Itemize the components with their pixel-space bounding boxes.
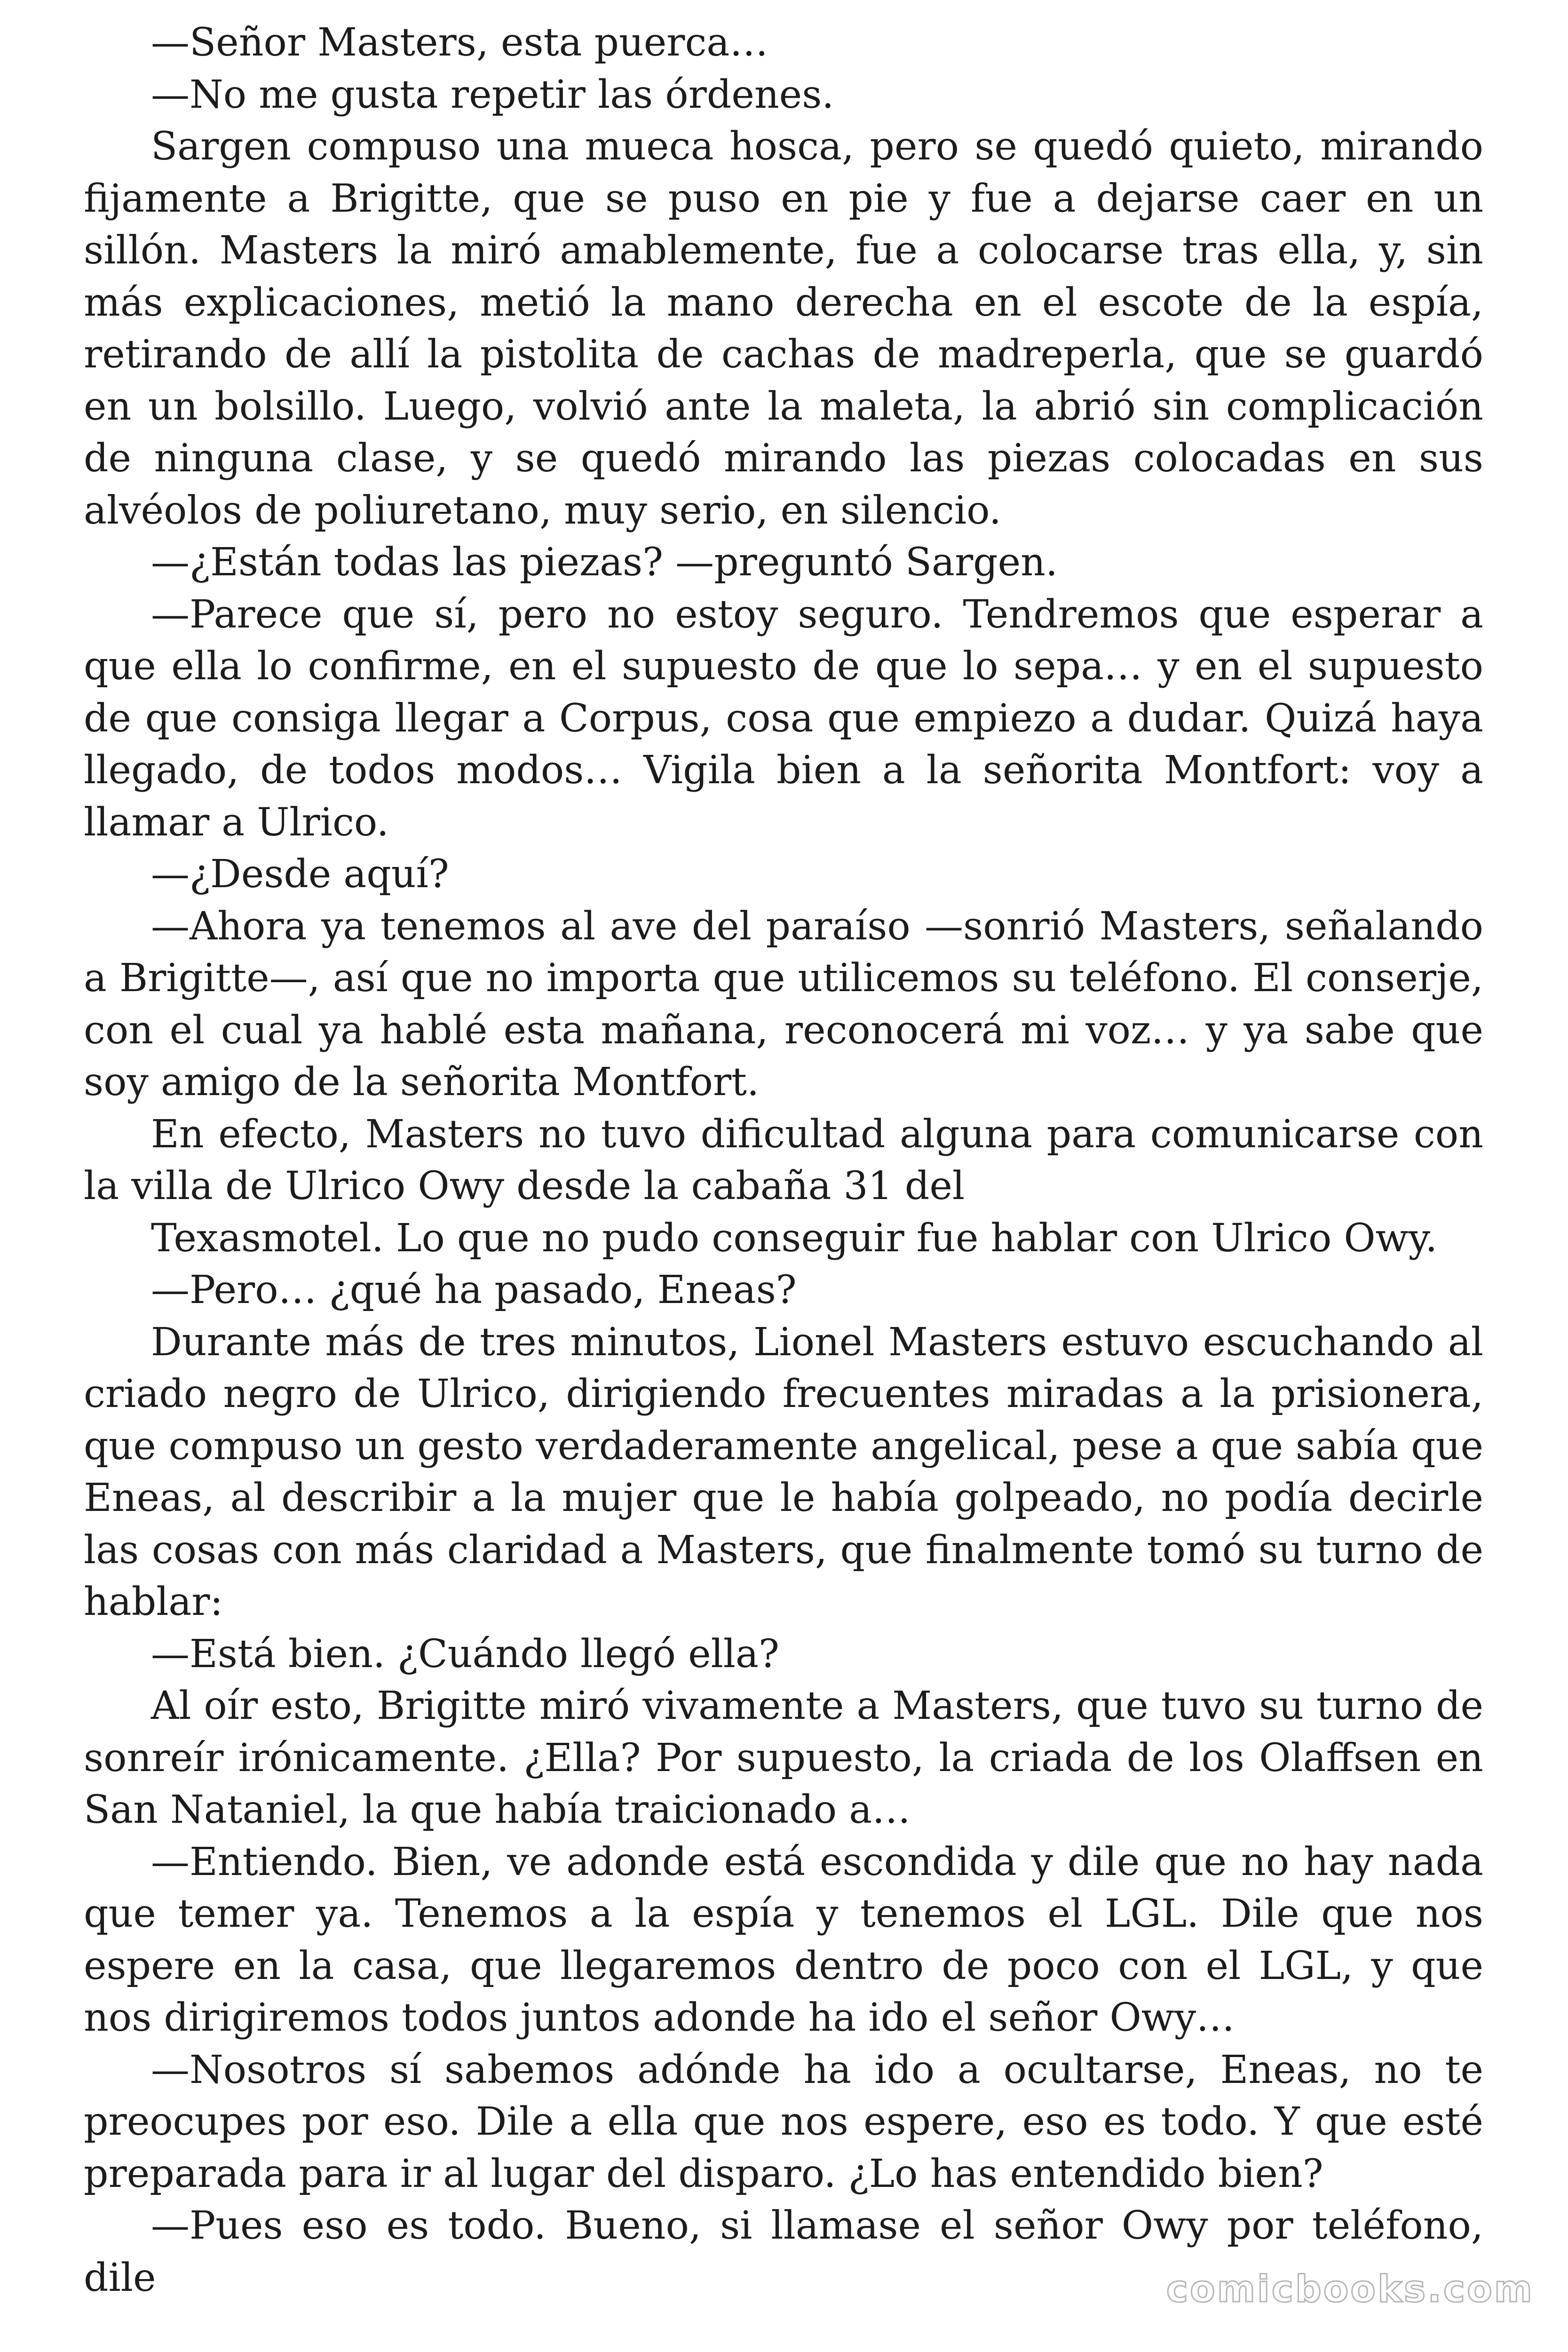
book-page-text <box>84 17 1483 2304</box>
paragraph: En efecto, Masters no tuvo dificultad alguna para comunicarse con la villa de Ulrico Owy desde la cabaña 31 del <box>84 1112 1483 1208</box>
paragraph: —¿Desde aquí? <box>151 852 449 897</box>
paragraph: —Nosotros sí sabemos adónde ha ido a ocultarse, Eneas, no te preocupes por eso. Dile a ella que nos espere, eso es todo. Y que esté preparada para ir al lugar del disparo. ¿Lo has entendido bien? <box>84 2047 1483 2196</box>
paragraph: Durante más de tres minutos, Lionel Masters estuvo escuchando al criado negro de Ulrico, dirigiendo frecuentes miradas a la prisionera, que compuso un gesto verdaderamente angelical, pese a que sabía que Eneas, al describir a la mujer que le había golpeado, no podía decirle las cosas con más claridad a Masters, que finalmente tomó su turno de hablar: <box>84 1319 1483 1624</box>
paragraph: —Pero… ¿qué ha pasado, Eneas? <box>151 1268 797 1312</box>
paragraph: Texasmotel. Lo que no pudo conseguir fue hablar con Ulrico Owy. <box>151 1216 1438 1261</box>
paragraph: —Entiendo. Bien, ve adonde está escondida y dile que no hay nada que temer ya. Tenemos a la espía y tenemos el LGL. Dile que nos espere en la casa, que llegaremos dentro de poco con el LGL, y que nos dirigiremos todos juntos adonde ha ido el señor Owy… <box>84 1839 1483 2040</box>
watermark-logo: comicbooks.com <box>1166 2268 1534 2311</box>
paragraph: —¿Están todas las piezas? —preguntó Sargen. <box>151 540 1058 585</box>
paragraph: Sargen compuso una mueca hosca, pero se quedó quieto, mirando fijamente a Brigitte, que se puso en pie y fue a dejarse caer en un sillón. Masters la miró amablemente, fue a colocarse tras ella, y, sin más explicaciones, metió la mano derecha en el escote de la espía, retirando de allí la pistolita de cachas de madreperla, que se guardó en un bolsillo. Luego, volvió ante la maleta, la abrió sin complicación de ninguna clase, y se quedó mirando las piezas colocadas en sus alvéolos de poliuretano, muy serio, en silencio. <box>84 124 1483 533</box>
paragraph: —No me gusta repetir las órdenes. <box>151 72 834 117</box>
paragraph: —Pues eso es todo. Bueno, si llamase el señor Owy por teléfono, dile <box>84 2203 1483 2300</box>
paragraph: —Señor Masters, esta puerca… <box>151 20 768 65</box>
paragraph: —Parece que sí, pero no estoy seguro. Tendremos que esperar a que ella lo confirme, en el supuesto de que lo sepa… y en el supuesto de que consiga llegar a Corpus, cosa que empiezo a dudar. Quizá haya llegado, de todos modos… Vigila bien a la señorita Montfort: voy a llamar a Ulrico. <box>84 592 1483 845</box>
paragraph: —Está bien. ¿Cuándo llegó ella? <box>151 1631 779 1677</box>
paragraph: Al oír esto, Brigitte miró vivamente a Masters, que tuvo su turno de sonreír irónicamente. ¿Ella? Por supuesto, la criada de los Olaffsen en San Nataniel, la que había traicionado a… <box>84 1684 1483 1832</box>
paragraph: —Ahora ya tenemos al ave del paraíso —sonrió Masters, señalando a Brigitte—, así que no importa que utilicemos su teléfono. El conserje, con el cual ya hablé esta mañana, reconocerá mi voz… y ya sabe que soy amigo de la señorita Montfort. <box>84 904 1483 1104</box>
